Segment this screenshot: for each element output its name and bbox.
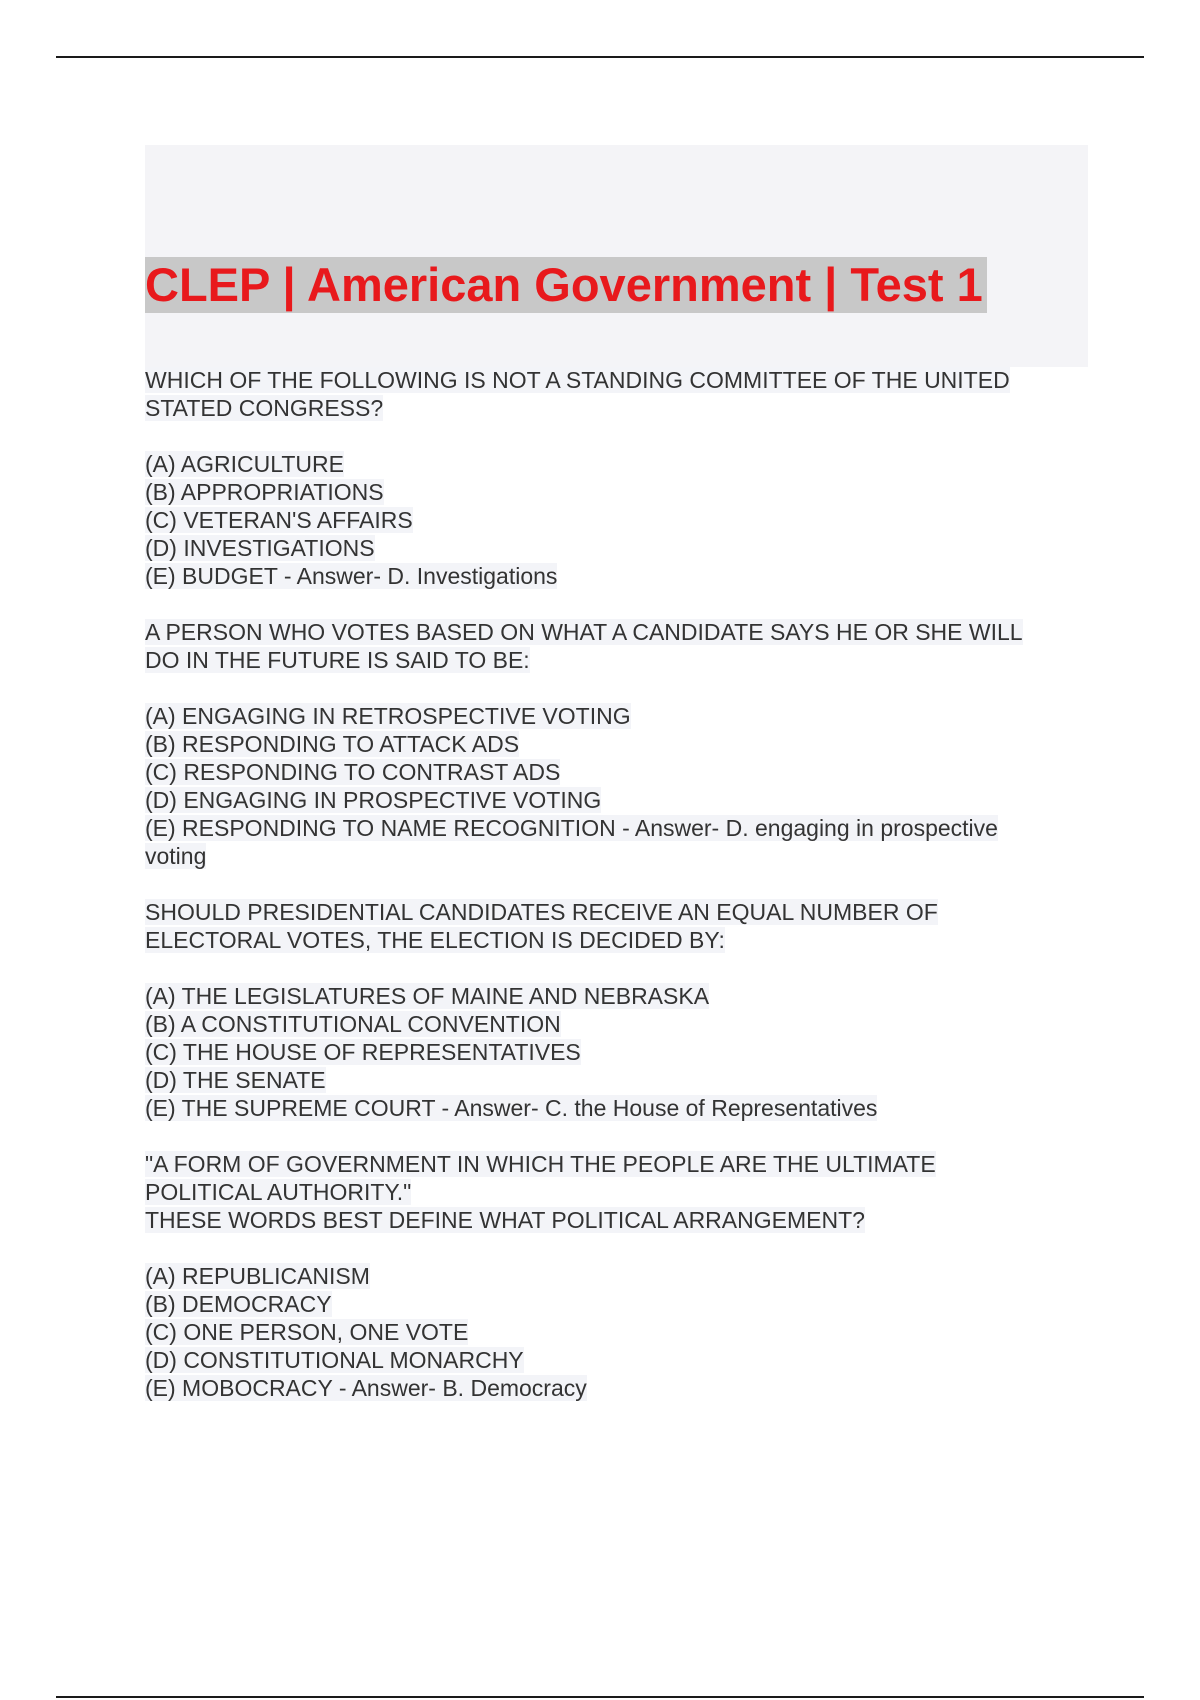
question-prompt-line: POLITICAL AUTHORITY." — [145, 1179, 412, 1205]
answer-option: (C) THE HOUSE OF REPRESENTATIVES — [145, 1039, 581, 1065]
answer-option: (D) ENGAGING IN PROSPECTIVE VOTING — [145, 787, 602, 813]
question-prompt-line: WHICH OF THE FOLLOWING IS NOT A STANDING COMMITTEE OF THE UNITED — [145, 367, 1010, 393]
question-3 — [145, 898, 1095, 1122]
answer-option: (D) INVESTIGATIONS — [145, 535, 375, 561]
answer-option: (A) THE LEGISLATURES OF MAINE AND NEBRASKA — [145, 983, 710, 1009]
page-title: CLEP | American Government | Test 1 — [145, 257, 987, 313]
answer-option: (E) RESPONDING TO NAME RECOGNITION - Answer- D. engaging in prospective — [145, 815, 998, 841]
answer-option: (C) RESPONDING TO CONTRAST ADS — [145, 759, 561, 785]
question-prompt-line: THESE WORDS BEST DEFINE WHAT POLITICAL ARRANGEMENT? — [145, 1207, 865, 1233]
question-prompt-line: "A FORM OF GOVERNMENT IN WHICH THE PEOPLE ARE THE ULTIMATE — [145, 1151, 936, 1177]
answer-option: (A) AGRICULTURE — [145, 451, 344, 477]
top-rule — [56, 56, 1144, 58]
question-1 — [145, 366, 1095, 590]
answer-option: (D) CONSTITUTIONAL MONARCHY — [145, 1347, 524, 1373]
answer-option: (A) REPUBLICANISM — [145, 1263, 370, 1289]
question-prompt-line: DO IN THE FUTURE IS SAID TO BE: — [145, 647, 530, 673]
question-list — [145, 366, 1095, 1430]
answer-option: (C) VETERAN'S AFFAIRS — [145, 507, 413, 533]
question-prompt-line: ELECTORAL VOTES, THE ELECTION IS DECIDED BY: — [145, 927, 725, 953]
title-banner — [145, 145, 1088, 367]
question-4 — [145, 1150, 1095, 1402]
answer-option: (D) THE SENATE — [145, 1067, 326, 1093]
answer-option: (B) A CONSTITUTIONAL CONVENTION — [145, 1011, 561, 1037]
question-prompt-line: A PERSON WHO VOTES BASED ON WHAT A CANDIDATE SAYS HE OR SHE WILL — [145, 619, 1023, 645]
bottom-rule — [56, 1696, 1144, 1698]
answer-option: (B) RESPONDING TO ATTACK ADS — [145, 731, 520, 757]
question-prompt-line: SHOULD PRESIDENTIAL CANDIDATES RECEIVE AN EQUAL NUMBER OF — [145, 899, 938, 925]
answer-option: (A) ENGAGING IN RETROSPECTIVE VOTING — [145, 703, 631, 729]
question-prompt-line: STATED CONGRESS? — [145, 395, 384, 421]
answer-option: (E) THE SUPREME COURT - Answer- C. the House of Representatives — [145, 1095, 878, 1121]
answer-option: (B) APPROPRIATIONS — [145, 479, 384, 505]
answer-option: (E) BUDGET - Answer- D. Investigations — [145, 563, 558, 589]
question-2 — [145, 618, 1095, 870]
answer-option: (C) ONE PERSON, ONE VOTE — [145, 1319, 469, 1345]
answer-option: (E) MOBOCRACY - Answer- B. Democracy — [145, 1375, 587, 1401]
answer-option: (B) DEMOCRACY — [145, 1291, 332, 1317]
answer-option: voting — [145, 843, 207, 869]
